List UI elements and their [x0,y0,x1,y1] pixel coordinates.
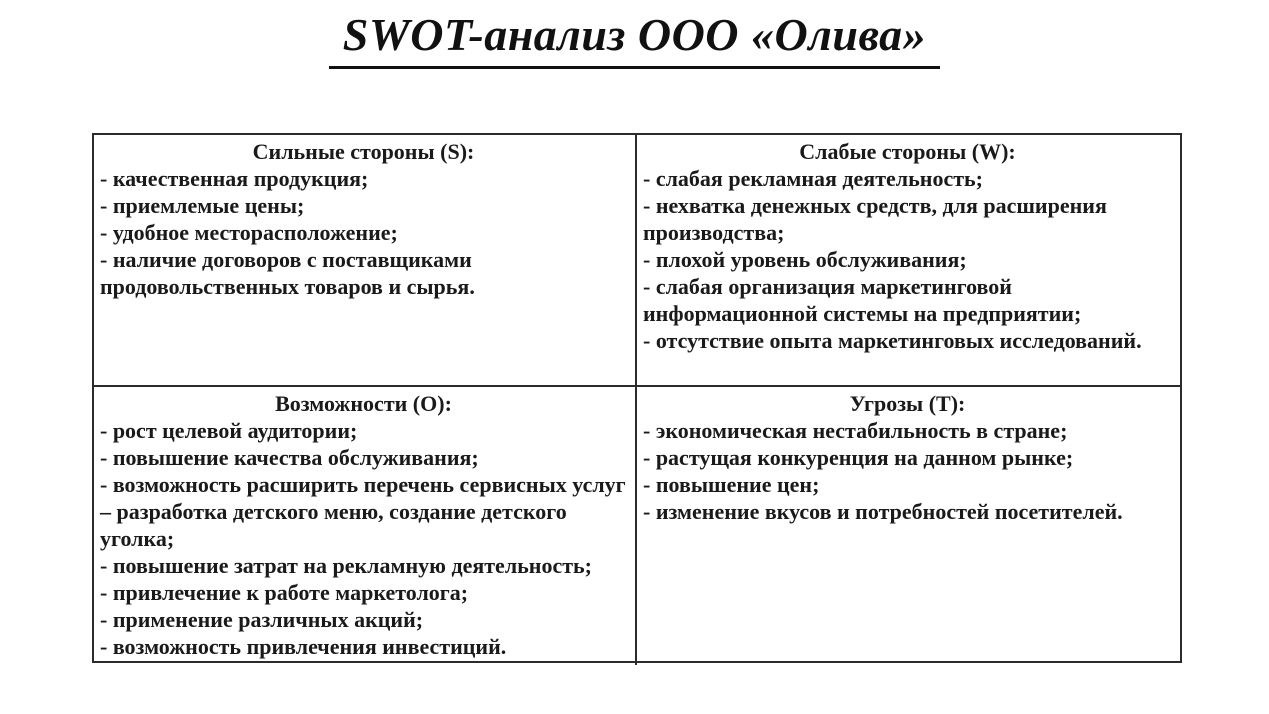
swot-cell-strengths [94,135,637,387]
swot-item: - плохой уровень обслуживания; [643,247,967,272]
swot-item: - слабая рекламная деятельность; [643,166,983,191]
swot-item: - нехватка денежных средств, для расширения производства; [643,193,1107,245]
strengths-list [100,165,627,300]
swot-item: - повышение качества обслуживания; [100,445,479,470]
swot-item: - экономическая нестабильность в стране; [643,418,1068,443]
swot-cell-weaknesses [637,135,1180,387]
swot-cell-threats [637,387,1180,665]
weaknesses-header: Слабые стороны (W): [799,139,1016,164]
swot-item: - наличие договоров с поставщиками продовольственных товаров и сырья. [100,247,475,299]
swot-cell-opportunities [94,387,637,665]
threats-header: Угрозы (Т): [849,391,966,416]
swot-item: - удобное месторасположение; [100,220,398,245]
swot-item: - рост целевой аудитории; [100,418,358,443]
swot-table [92,133,1182,663]
swot-item: - изменение вкусов и потребностей посетителей. [643,499,1123,524]
swot-item: - возможность расширить перечень сервисных услуг – разработка детского меню, создание детского уголка; [100,472,626,551]
swot-item: - растущая конкуренция на данном рынке; [643,445,1074,470]
strengths-header: Сильные стороны (S): [252,139,475,164]
swot-item: - применение различных акций; [100,607,424,632]
swot-item: - повышение затрат на рекламную деятельность; [100,553,593,578]
weaknesses-list [643,165,1172,354]
threats-list [643,417,1172,525]
opportunities-header: Возможности (О): [275,391,452,416]
swot-item: - возможность привлечения инвестиций. [100,634,507,659]
swot-item: - слабая организация маркетинговой информационной системы на предприятии; [643,274,1082,326]
slide-title-wrap [0,0,1269,69]
swot-item: - качественная продукция; [100,166,369,191]
swot-item: - повышение цен; [643,472,820,497]
swot-item: - приемлемые цены; [100,193,305,218]
page-title: SWOT-анализ ООО «Олива» [329,10,940,69]
swot-item: - отсутствие опыта маркетинговых исследований. [643,328,1142,353]
opportunities-list [100,417,627,660]
swot-item: - привлечение к работе маркетолога; [100,580,469,605]
